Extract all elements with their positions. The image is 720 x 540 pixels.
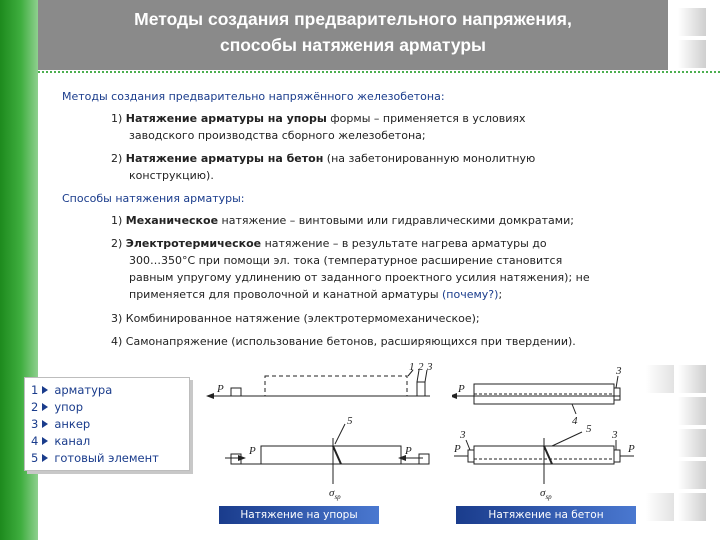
deco-square	[678, 429, 706, 457]
stop-block	[417, 382, 425, 396]
item-text: ;	[498, 288, 503, 301]
item-text: (на забетонированную монолитную	[323, 152, 536, 165]
legend-label: анкер	[54, 417, 91, 431]
item-text: применяется для проволочной и канатной арматуры	[129, 288, 443, 301]
deco-square	[678, 493, 706, 521]
label-5: 5	[347, 415, 353, 427]
anchor	[614, 450, 620, 462]
label-3: 3	[616, 365, 622, 377]
item-continuation: конструкцию).	[129, 169, 214, 182]
ways-item-2	[111, 235, 651, 303]
title-line-2: способы натяжения арматуры	[220, 35, 486, 55]
anchor	[614, 388, 620, 400]
label-3: 3	[612, 429, 618, 441]
item-text: натяжение – в результате нагрева арматуры до	[261, 237, 547, 250]
legend-label: готовый элемент	[54, 451, 159, 465]
legend-label: арматура	[54, 383, 113, 397]
caption-tension-on-concrete: Натяжение на бетон	[456, 506, 636, 524]
form-outline	[265, 376, 407, 396]
legend-item	[31, 450, 159, 467]
ways-heading: Способы натяжения арматуры:	[62, 192, 245, 205]
legend-number: 3	[31, 417, 39, 431]
label-1: 1	[409, 362, 415, 373]
item-text: натяжение – винтовыми или гидравлическими домкратами;	[218, 214, 574, 227]
leader-line	[335, 424, 345, 444]
stop-block	[419, 454, 429, 464]
legend-item	[31, 399, 83, 416]
legend-item	[31, 382, 112, 399]
deco-square	[678, 397, 706, 425]
stop-block	[231, 388, 241, 396]
diagram-tension-on-concrete	[452, 362, 642, 504]
leader-line	[616, 376, 618, 388]
deco-square	[678, 40, 706, 68]
page-title	[38, 6, 668, 58]
leader-line	[572, 404, 576, 414]
item-continuation: заводского производства сборного железобетона;	[129, 129, 426, 142]
item-continuation	[111, 286, 651, 303]
stress-hatch	[333, 446, 341, 464]
stop-block	[231, 454, 241, 464]
deco-square	[678, 461, 706, 489]
label-p: P	[458, 383, 465, 395]
legend-label: упор	[54, 400, 83, 414]
label-p: P	[405, 445, 412, 457]
label-4: 4	[572, 415, 578, 427]
item-bold: Натяжение арматуры на упоры	[125, 112, 327, 125]
label-p: P	[454, 443, 461, 455]
item-number: 1)	[111, 214, 123, 227]
ways-item-1	[111, 212, 651, 229]
legend-box	[24, 377, 190, 471]
label-sigma: $\sigma_{sp}$	[329, 487, 341, 501]
legend-label: канал	[54, 434, 91, 448]
item-bold: Натяжение арматуры на бетон	[125, 152, 324, 165]
title-divider	[38, 71, 720, 73]
item-number: 1)	[111, 112, 123, 125]
diagram-tension-on-stops	[205, 362, 445, 504]
methods-heading: Методы создания предварительно напряжённого железобетона:	[62, 90, 445, 103]
label-5: 5	[586, 423, 592, 435]
leader-line	[552, 432, 582, 446]
stress-hatch	[544, 446, 552, 464]
label-3: 3	[427, 362, 433, 373]
triangle-bullet-icon	[42, 386, 48, 394]
deco-square	[646, 365, 674, 393]
item-number: 2)	[111, 237, 123, 250]
legend-number: 2	[31, 400, 39, 414]
legend-item	[31, 433, 90, 450]
label-p: P	[249, 445, 256, 457]
legend-number: 1	[31, 383, 39, 397]
ways-item-3: 3) Комбинированное натяжение (электротермомеханическое);	[111, 312, 480, 325]
leader-line	[466, 440, 470, 450]
deco-square	[646, 493, 674, 521]
triangle-bullet-icon	[42, 454, 48, 462]
deco-square	[678, 8, 706, 36]
triangle-bullet-icon	[42, 437, 48, 445]
label-p: P	[217, 383, 224, 395]
legend-item	[31, 416, 90, 433]
methods-item-2	[111, 150, 611, 184]
item-continuation: 300…350°С при помощи эл. тока (температурное расширение становится	[129, 254, 563, 267]
ways-item-4: 4) Самонапряжение (использование бетонов, расширяющихся при твердении).	[111, 335, 576, 348]
item-bold: Механическое	[125, 214, 219, 227]
title-line-1: Методы создания предварительного напряжения,	[134, 9, 572, 29]
deco-square	[678, 365, 706, 393]
item-number: 2)	[111, 152, 123, 165]
finished-element	[261, 446, 401, 464]
item-bold: Электротермическое	[125, 237, 262, 250]
item-text: формы – применяется в условиях	[326, 112, 526, 125]
why-link[interactable]: (почему?)	[442, 288, 499, 301]
legend-number: 5	[31, 451, 39, 465]
triangle-bullet-icon	[42, 420, 48, 428]
label-2: 2	[418, 362, 424, 373]
anchor	[468, 450, 474, 462]
triangle-bullet-icon	[42, 403, 48, 411]
caption-tension-on-stops: Натяжение на упоры	[219, 506, 379, 524]
label-3: 3	[460, 429, 466, 441]
label-p: P	[628, 443, 635, 455]
item-continuation: равным упругому удлинению от заданного проектного усилия натяжения); не	[129, 271, 590, 284]
methods-item-1	[111, 110, 611, 144]
label-sigma: $\sigma_{sp}$	[540, 487, 552, 501]
legend-number: 4	[31, 434, 39, 448]
